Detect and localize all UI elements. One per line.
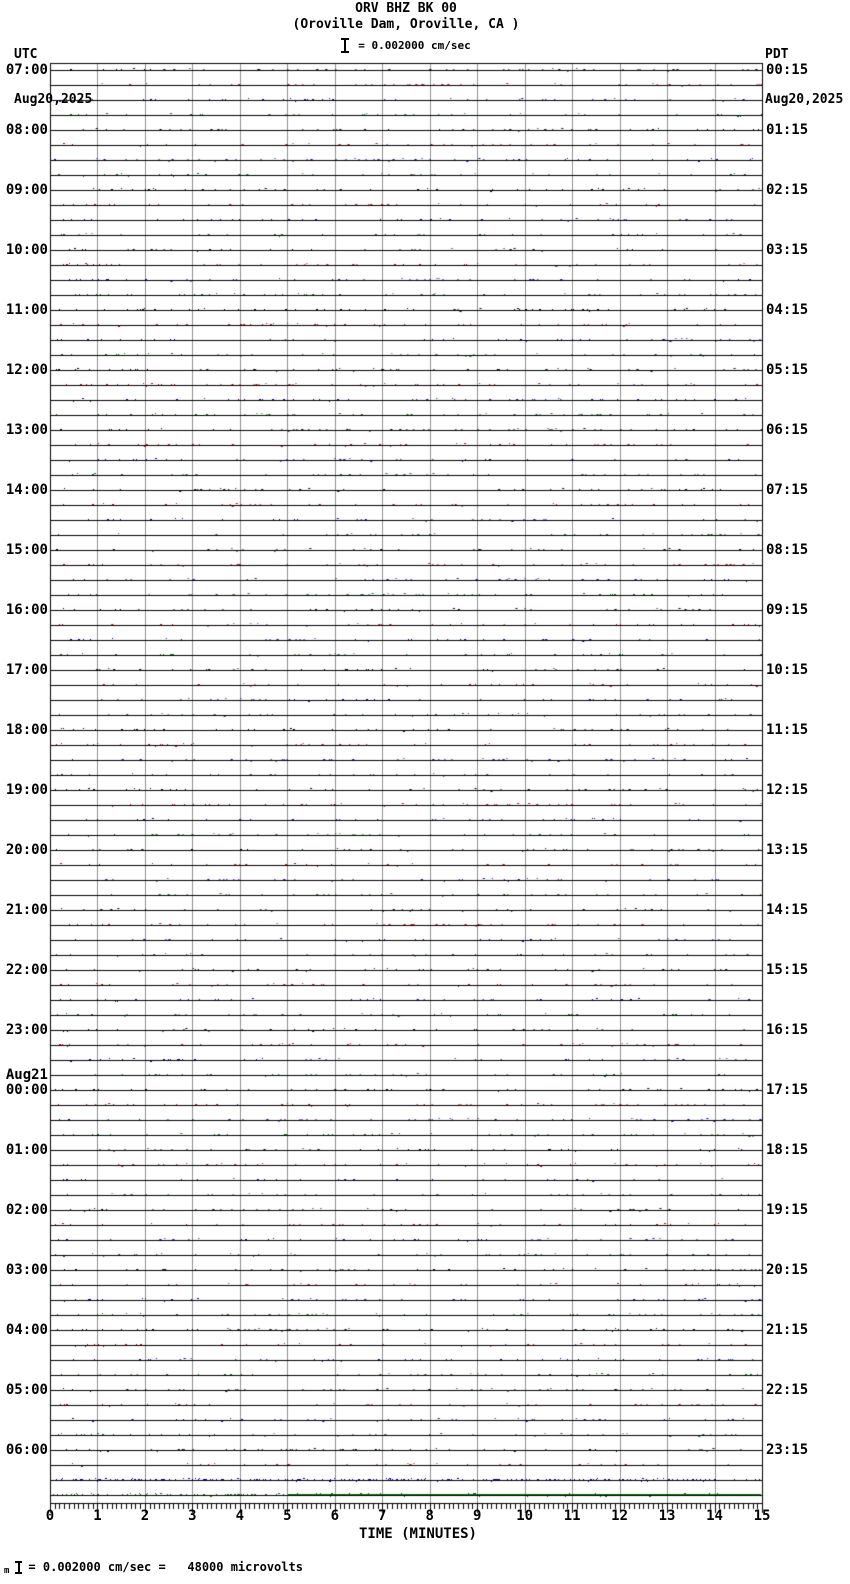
x-tick-label: 2: [140, 1508, 150, 1524]
utc-hour-label: 06:00: [5, 1442, 48, 1458]
utc-hour-label: 00:00 Aug21: [5, 1067, 48, 1098]
pdt-hour-label: 09:15: [766, 602, 809, 618]
utc-hour-label: 19:00: [5, 782, 48, 798]
utc-hour-label: 20:00: [5, 842, 48, 858]
pdt-hour-label: 01:15: [766, 122, 809, 138]
x-tick-label: 5: [283, 1508, 292, 1524]
pdt-hour-label: 11:15: [766, 722, 809, 738]
x-tick-label: 10: [516, 1508, 534, 1524]
utc-hour-label: 16:00: [5, 602, 48, 618]
utc-hour-label: 12:00: [5, 362, 48, 378]
x-tick-label: 11: [563, 1508, 581, 1524]
pdt-hour-label: 04:15: [766, 302, 809, 318]
pdt-hour-label: 23:15: [766, 1442, 809, 1458]
utc-hour-label: 14:00: [5, 482, 48, 498]
pdt-hour-label: 19:15: [766, 1202, 809, 1218]
utc-hour-label: 10:00: [5, 242, 48, 258]
utc-hour-label: 08:00: [5, 122, 48, 138]
station-subtitle: (Oroville Dam, Oroville, CA ): [292, 17, 520, 32]
utc-hour-label: 01:00: [5, 1142, 48, 1158]
utc-hour-label: 02:00: [5, 1202, 48, 1218]
pdt-hour-label: 06:15: [766, 422, 809, 438]
x-tick-label: 15: [753, 1508, 771, 1524]
pdt-hour-label: 13:15: [766, 842, 809, 858]
pdt-hour-label: 15:15: [766, 962, 809, 978]
pdt-date: Aug20,2025: [765, 92, 844, 107]
pdt-hour-label: 07:15: [766, 482, 809, 498]
x-tick-label: 8: [425, 1508, 434, 1524]
utc-hour-label: 04:00: [5, 1322, 48, 1338]
pdt-hour-label: 10:15: [766, 662, 809, 678]
utc-hour-label: 09:00: [5, 182, 48, 198]
pdt-hour-label: 12:15: [766, 782, 809, 798]
page-title: ORV BHZ BK 00: [355, 1, 457, 16]
amplitude-scale-legend: [50, 37, 762, 54]
pdt-hour-label: 14:15: [766, 902, 809, 918]
utc-hour-label: 21:00: [5, 902, 48, 918]
pdt-hour-label: 21:15: [766, 1322, 809, 1338]
utc-hour-label: 17:00: [5, 662, 48, 678]
x-tick-label: 7: [378, 1508, 387, 1524]
x-tick-label: 3: [188, 1508, 197, 1524]
utc-hour-label: 05:00: [5, 1382, 48, 1398]
pdt-hour-label: 03:15: [766, 242, 809, 258]
scale-bar-icon: [341, 38, 349, 53]
pdt-hour-label: 05:15: [766, 362, 809, 378]
pdt-hour-label: 20:15: [766, 1262, 809, 1278]
utc-hour-label: 13:00: [5, 422, 48, 438]
x-tick-label: 13: [658, 1508, 676, 1524]
pdt-hour-label: 00:15: [766, 62, 809, 78]
pdt-hour-label: 18:15: [766, 1142, 809, 1158]
x-tick-label: 4: [235, 1508, 245, 1524]
utc-label: UTC: [14, 47, 38, 62]
x-tick-label: 12: [611, 1508, 629, 1524]
scale-bar-text: = 0.002000 cm/sec: [358, 39, 471, 52]
utc-date: Aug20,2025: [14, 92, 93, 107]
utc-hour-label: 23:00: [5, 1022, 48, 1038]
utc-hour-label: 22:00: [5, 962, 48, 978]
pdt-hour-label: 02:15: [766, 182, 809, 198]
utc-hour-label: 03:00: [5, 1262, 48, 1278]
footer-scale-note: [4, 1558, 303, 1576]
x-tick-label: 0: [45, 1508, 55, 1524]
pdt-label: PDT: [765, 47, 789, 62]
x-tick-label: 14: [706, 1508, 723, 1524]
pdt-hour-label: 16:15: [766, 1022, 809, 1038]
x-tick-label: 6: [330, 1508, 340, 1524]
footer-scale-text: = 0.002000 cm/sec = 48000 microvolts: [28, 1560, 303, 1574]
x-tick-label: 1: [93, 1508, 102, 1524]
pdt-hour-label: 22:15: [766, 1382, 809, 1398]
footer-scale-prefix: m: [4, 1566, 10, 1576]
utc-hour-label: 18:00: [5, 722, 48, 738]
pdt-hour-label: 17:15: [766, 1082, 809, 1098]
utc-hour-label: 15:00: [5, 542, 48, 558]
x-tick-label: 9: [472, 1508, 482, 1524]
x-axis-title: TIME (MINUTES): [358, 1526, 477, 1542]
pdt-hour-label: 08:15: [766, 542, 809, 558]
utc-hour-label: 11:00: [5, 302, 48, 318]
date-change-label: Aug21: [5, 1067, 48, 1083]
footer-scale-bar-icon: [15, 1561, 22, 1574]
utc-hour-label: 07:00: [5, 62, 48, 78]
